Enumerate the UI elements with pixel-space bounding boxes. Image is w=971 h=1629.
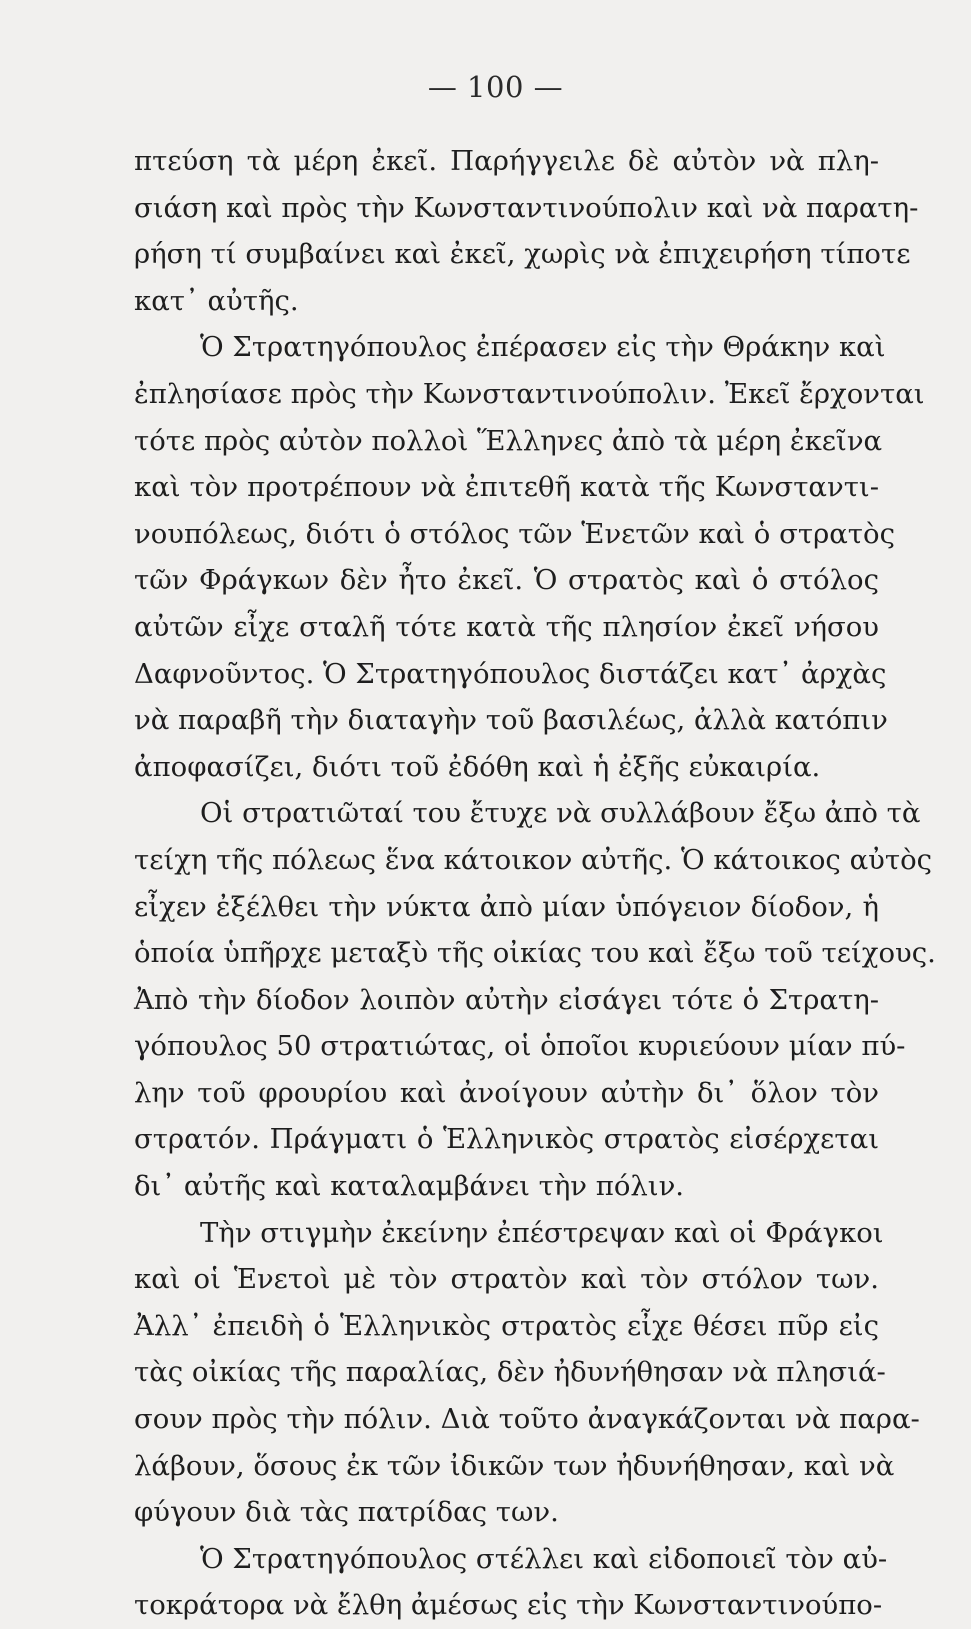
text-line: τῶν Φράγκων δὲν ἦτο ἐκεῖ. Ὁ στρατὸς καὶ ὁ στόλος — [134, 564, 879, 597]
text-line: κατ᾽ αὐτῆς. — [134, 284, 299, 317]
text-line: σουν πρὸς τὴν πόλιν. Διὰ τοῦτο ἀναγκάζονται νὰ παρα- — [134, 1403, 920, 1436]
text-line: αὐτῶν εἶχε σταλῆ τότε κατὰ τῆς πλησίον ἐκεῖ νήσου — [134, 610, 879, 643]
text-line: Ὁ Στρατηγόπουλος ἐπέρασεν εἰς τὴν Θράκην καὶ — [200, 331, 886, 364]
text-line: Ἀπὸ τὴν δίοδον λοιπὸν αὐτὴν εἰσάγει τότε ὁ Στρατη- — [134, 983, 879, 1016]
text-line: γόπουλος 50 στρατιώτας, οἱ ὁποῖοι κυριεύουν μίαν πύ- — [134, 1030, 906, 1063]
text-line: εἶχεν ἐξέλθει τὴν νύκτα ἀπὸ μίαν ὑπόγειον δίοδον, ἡ — [134, 890, 879, 923]
text-line: καὶ τὸν προτρέπουν νὰ ἐπιτεθῆ κατὰ τῆς Κωνσταντι- — [134, 471, 879, 504]
text-line: φύγουν διὰ τὰς πατρίδας των. — [134, 1496, 559, 1529]
text-line: πτεύση τὰ μέρη ἐκεῖ. Παρήγγειλε δὲ αὐτὸν νὰ πλη- — [134, 145, 879, 177]
text-line: στρατόν. Πράγματι ὁ Ἑλληνικὸς στρατὸς εἰσέρχεται — [134, 1123, 879, 1156]
text-line: λάβουν, ὅσους ἐκ τῶν ἰδικῶν των ἠδυνήθησαν, καὶ νὰ — [134, 1449, 895, 1482]
page-number: — 100 — — [427, 70, 564, 104]
text-line: λην τοῦ φρουρίου καὶ ἀνοίγουν αὐτὴν δι᾽ ὅλον τὸν — [134, 1076, 879, 1109]
text-line: Οἱ στρατιῶταί του ἔτυχε νὰ συλλάβουν ἔξω ἀπὸ τὰ — [200, 797, 921, 830]
text-line: σιάση καὶ πρὸς τὴν Κωνσταντινούπολιν καὶ νὰ παρατη- — [134, 191, 919, 224]
text-line: νουπόλεως, διότι ὁ στόλος τῶν Ἑνετῶν καὶ ὁ στρατὸς — [134, 517, 895, 550]
text-line: Τὴν στιγμὴν ἐκείνην ἐπέστρεψαν καὶ οἱ Φράγκοι — [200, 1216, 884, 1249]
text-line: νὰ παραβῆ τὴν διαταγὴν τοῦ βασιλέως, ἀλλὰ κατόπιν — [134, 704, 888, 737]
text-line: δι᾽ αὐτῆς καὶ καταλαμβάνει τὴν πόλιν. — [134, 1170, 685, 1203]
text-line: ρήση τί συμβαίνει καὶ ἐκεῖ, χωρὶς νὰ ἐπιχειρήση τίποτε — [134, 238, 911, 271]
text-line: τείχη τῆς πόλεως ἕνα κάτοικον αὐτῆς. Ὁ κάτοικος αὐτὸς — [134, 843, 933, 876]
text-line: ὁποία ὑπῆρχε μεταξὺ τῆς οἰκίας του καὶ ἔξω τοῦ τείχους. — [134, 937, 936, 970]
body-text — [134, 138, 936, 1629]
text-line: τὰς οἰκίας τῆς παραλίας, δὲν ἠδυνήθησαν νὰ πλησιά- — [134, 1356, 886, 1389]
text-line: ἐπλησίασε πρὸς τὴν Κωνσταντινούπολιν. Ἐκεῖ ἔρχονται — [134, 377, 925, 410]
text-line: τοκράτορα νὰ ἔλθη ἀμέσως εἰς τὴν Κωνσταντινούπο- — [134, 1589, 883, 1622]
text-line: Δαφνοῦντος. Ὁ Στρατηγόπουλος διστάζει κατ᾽ ἀρχὰς — [134, 657, 887, 690]
text-line: Ἀλλ᾽ ἐπειδὴ ὁ Ἑλληνικὸς στρατὸς εἶχε θέσει πῦρ εἰς — [134, 1309, 879, 1342]
text-line: τότε πρὸς αὐτὸν πολλοὶ Ἕλληνες ἀπὸ τὰ μέρη ἐκεῖνα — [134, 424, 883, 457]
text-line: καὶ οἱ Ἑνετοὶ μὲ τὸν στρατὸν καὶ τὸν στόλον των. — [134, 1263, 879, 1296]
text-line: ἀποφασίζει, διότι τοῦ ἐδόθη καὶ ἡ ἐξῆς εὐκαιρία. — [134, 750, 821, 783]
text-line: Ὁ Στρατηγόπουλος στέλλει καὶ εἰδοποιεῖ τὸν αὐ- — [200, 1542, 888, 1575]
